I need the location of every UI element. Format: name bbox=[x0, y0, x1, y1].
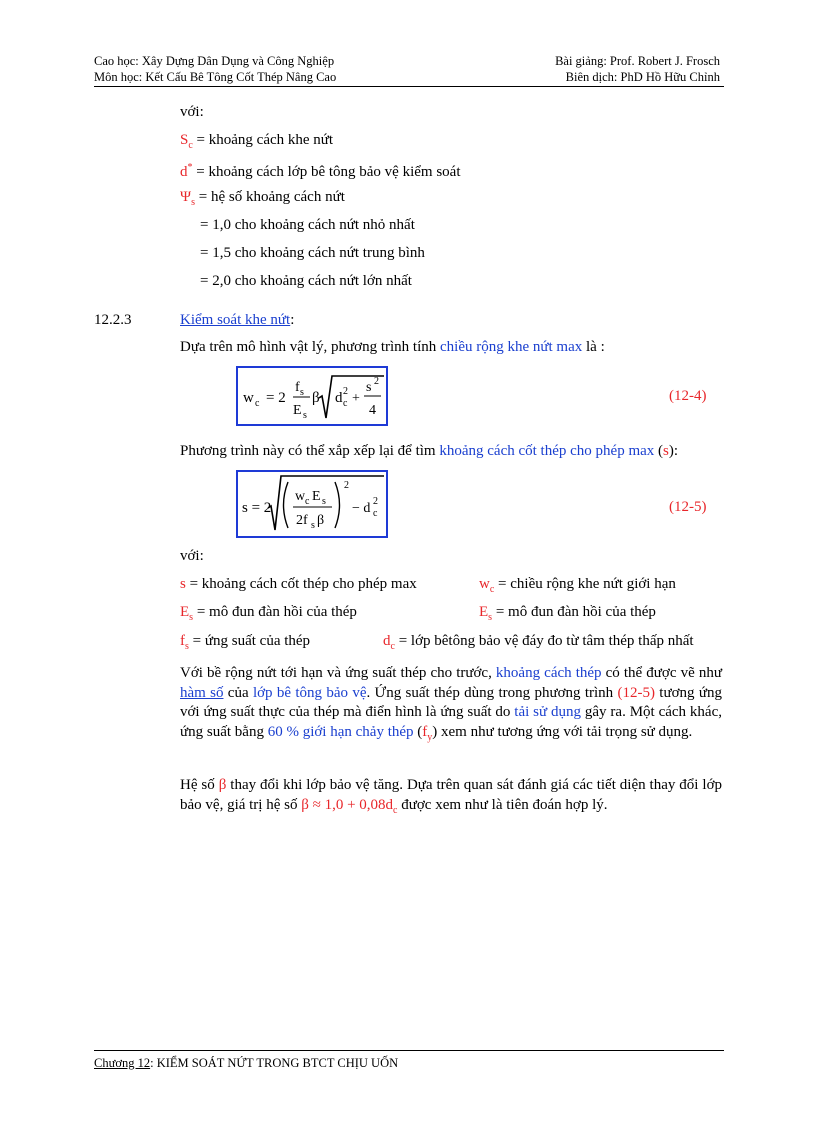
link-spacing: khoảng cách cốt thép cho phép max bbox=[439, 443, 655, 459]
psi-value-min: = 1,0 cho khoảng cách nứt nhỏ nhất bbox=[200, 217, 415, 233]
symbol-sc: $S_c$ bbox=[180, 132, 193, 151]
paragraph-beta-factor: Hệ số β thay đổi khi lớp bảo vệ tăng. Dựa trên quan sát đánh giá các tiết diện thay đổi lớp bảo vệ, giá trị hệ số $\beta \approx 1,0 + 0,08d_c$ được xem như là tiên đoán hợp lý. bbox=[180, 777, 723, 816]
header-course: Cao học: Xây Dựng Dân Dụng và Công Nghiệp bbox=[94, 54, 335, 68]
svg-text:c: c bbox=[255, 398, 260, 409]
link-crack-width: chiều rộng khe nứt max bbox=[440, 339, 583, 355]
header-lecture: Bài giảng: Prof. Robert J. Frosch bbox=[555, 54, 720, 68]
equation-12-4-box bbox=[236, 366, 388, 426]
svg-text:s: s bbox=[366, 380, 372, 395]
header-rule bbox=[94, 86, 724, 87]
equation-12-5 bbox=[238, 472, 386, 536]
def-row-1-right: $w_c$ = chiều rộng khe nứt giới hạn bbox=[479, 576, 676, 595]
equation-12-5-box bbox=[236, 470, 388, 538]
footer: Chương 12: KIỂM SOÁT NỨT TRONG BTCT CHỊU UỐN bbox=[94, 1056, 399, 1070]
header-subject: Môn học: Kết Cấu Bê Tông Cốt Thép Nâng Cao bbox=[94, 70, 337, 84]
svg-text:2: 2 bbox=[344, 480, 349, 491]
symbol-psi-s: $\Psi_s$ bbox=[180, 189, 195, 208]
definitions-intro: với: bbox=[180, 104, 204, 120]
svg-text:= 2: = 2 bbox=[266, 390, 286, 406]
svg-text:E: E bbox=[312, 489, 321, 504]
svg-text:d: d bbox=[335, 390, 343, 406]
header-translator: Biên dịch: PhD Hồ Hữu Chỉnh bbox=[565, 70, 720, 84]
svg-text:β: β bbox=[312, 390, 320, 406]
paragraph-spacing-function: Với bề rộng nứt tới hạn và ứng suất thép cho trước, khoảng cách thép có thể được vẽ như hàm số của lớp bê tông bảo vệ. Ứng suất thép dùng trong phương trình (12-5) tương ứng với ứng suất thực của thép mà điển hình là ứng suất do tải sử dụng gây ra. Một cách khác, ứng suất bằng 60 % giới hạn chảy thép $(f_y)$ xem như tương ứng với tải trọng sử dụng. bbox=[180, 665, 722, 743]
definitions-bottom-intro: với: bbox=[180, 548, 204, 564]
svg-text:s: s bbox=[322, 496, 326, 507]
svg-text:2: 2 bbox=[343, 386, 348, 397]
def-row-2-right: $E_s$ = mô đun đàn hồi của thép bbox=[479, 604, 656, 623]
section-title: Kiểm soát khe nứt: bbox=[180, 312, 295, 328]
svg-text:c: c bbox=[373, 508, 378, 519]
svg-text:s = 2: s = 2 bbox=[242, 500, 272, 516]
equation-12-4 bbox=[238, 368, 386, 424]
svg-text:c: c bbox=[343, 398, 348, 409]
svg-text:2f: 2f bbox=[296, 513, 308, 528]
equation-12-5-label: (12-5) bbox=[669, 499, 707, 515]
def-row-3-right: $d_c$ = lớp bêtông bảo vệ đáy đo từ tâm thép thấp nhất bbox=[383, 633, 694, 652]
def-row-1-left: s = khoảng cách cốt thép cho phép max bbox=[180, 576, 417, 592]
psi-value-max: = 2,0 cho khoảng cách nứt lớn nhất bbox=[200, 273, 412, 289]
svg-text:s: s bbox=[300, 387, 304, 398]
section-number: 12.2.3 bbox=[94, 312, 132, 328]
header-left bbox=[94, 53, 336, 85]
equation-12-4-label: (12-4) bbox=[669, 388, 707, 404]
symbol-d-star: d* bbox=[180, 162, 193, 180]
svg-text:2: 2 bbox=[374, 376, 379, 387]
footer-rule bbox=[94, 1050, 724, 1051]
def-row-2-left: $E_s$ = mô đun đàn hồi của thép bbox=[180, 604, 357, 623]
svg-text:− d: − d bbox=[352, 501, 371, 516]
svg-text:+: + bbox=[352, 391, 360, 406]
svg-text:s: s bbox=[303, 410, 307, 421]
def-item-sc: $S_c$ = khoảng cách khe nứt bbox=[180, 132, 334, 151]
svg-text:w: w bbox=[295, 489, 306, 504]
def-item-d: d* = khoảng cách lớp bê tông bảo vệ kiểm soát bbox=[180, 162, 461, 180]
def-row-3-left: $f_s$ = ứng suất của thép bbox=[180, 633, 311, 652]
svg-text:E: E bbox=[293, 403, 302, 418]
svg-text:c: c bbox=[305, 496, 310, 507]
rearrange-text: Phương trình này có thể xắp xếp lại để tìm khoảng cách cốt thép cho phép max (s): bbox=[180, 443, 679, 459]
def-item-psi: $\Psi_s$ = hệ số khoảng cách nứt bbox=[180, 189, 345, 208]
svg-text:4: 4 bbox=[369, 403, 376, 418]
footer-chapter: Chương 12 bbox=[94, 1056, 151, 1070]
section-intro: Dựa trên mô hình vật lý, phương trình tính chiều rộng khe nứt max là : bbox=[180, 339, 605, 355]
header-right bbox=[555, 53, 720, 85]
svg-text:2: 2 bbox=[373, 496, 378, 507]
svg-text:w: w bbox=[243, 390, 254, 406]
svg-text:f: f bbox=[295, 380, 300, 395]
psi-value-avg: = 1,5 cho khoảng cách nứt trung bình bbox=[200, 245, 425, 261]
svg-text:s: s bbox=[311, 520, 315, 531]
svg-text:β: β bbox=[317, 513, 325, 528]
section-title-text: Kiểm soát khe nứt bbox=[180, 312, 291, 328]
footer-title: KIỂM SOÁT NỨT TRONG BTCT CHỊU UỐN bbox=[156, 1056, 399, 1070]
